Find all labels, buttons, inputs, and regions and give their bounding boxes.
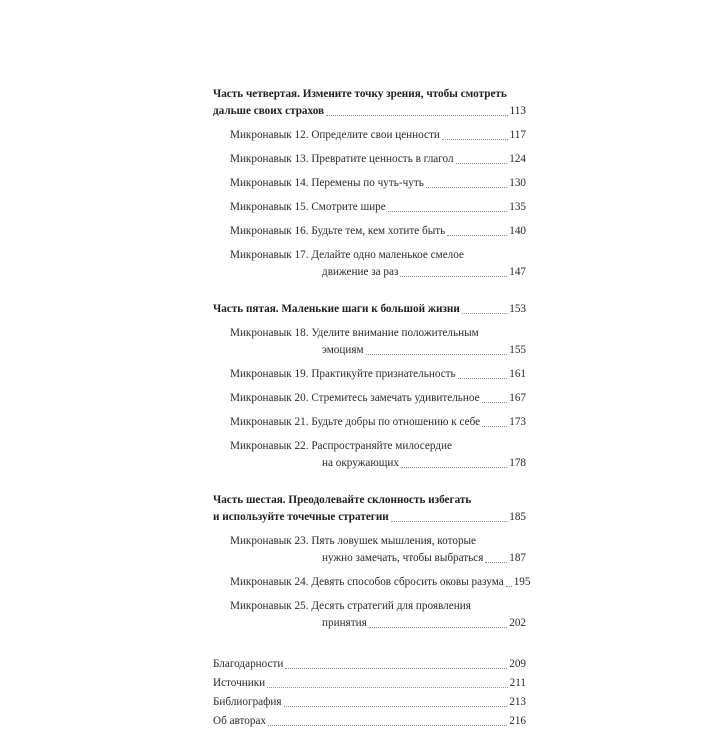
toc-entry[interactable] [230,414,526,431]
entry-title-cont: движение за раз [322,266,399,278]
table-of-contents [213,86,531,732]
toc-entry[interactable] [230,151,526,168]
dot-leader [285,668,507,669]
entry-title-cont: принятия [322,617,367,629]
entry-label: Микронавык 18. [230,327,309,339]
page-number: 140 [509,225,526,237]
entry-label: Микронавык 19. [230,368,309,380]
entry-title: Будьте добры по отношению к себе [311,416,481,428]
page-number: 202 [509,617,526,629]
entry-label: Микронавык 13. [230,153,309,165]
part-title-line1: Часть пятая. Маленькие шаги к большой жизни [213,303,460,315]
entry-title: Уделите внимание положительным [311,327,479,339]
dot-leader [456,163,508,164]
toc-entry-acknowledgments[interactable] [213,656,526,673]
toc-entry[interactable] [230,223,526,240]
entry-label: Микронавык 16. [230,225,309,237]
page-number: 113 [509,105,526,117]
entry-title: Будьте тем, кем хотите быть [311,225,446,237]
dot-leader [284,706,508,707]
toc-entry[interactable] [230,390,526,407]
page-number: 173 [509,416,526,428]
entry-label: Микронавык 12. [230,129,309,141]
toc-entry[interactable] [230,574,531,591]
back-matter [213,656,526,730]
page-number: 178 [509,457,526,469]
entry-title: Об авторах [213,715,267,727]
toc-entry[interactable] [230,175,526,192]
page-number: 216 [509,715,526,727]
entry-title-cont: нужно замечать, чтобы выбраться [322,552,484,564]
part-title-line1: Часть шестая. Преодолевайте склонность избегать [213,494,472,506]
entry-title: Библиография [213,696,282,708]
entry-label: Микронавык 25. [230,600,309,612]
dot-leader [267,687,508,688]
dot-leader [447,235,507,236]
dot-leader [369,627,507,628]
page-number: 155 [509,344,526,356]
entry-label: Микронавык 17. [230,249,309,261]
dot-leader [388,211,507,212]
entry-title: Пять ловушек мышления, которые [311,535,477,547]
page-number: 153 [509,303,526,315]
entry-label: Микронавык 22. [230,440,309,452]
dot-leader [482,402,508,403]
entry-title: Стремитесь замечать удивительное [311,392,480,404]
dot-leader [391,521,507,522]
dot-leader [401,467,507,468]
toc-entry[interactable] [230,325,526,359]
toc-part-5[interactable] [213,301,526,318]
entry-title: Источники [213,677,266,689]
entry-title-cont: эмоциям [322,344,364,356]
page-number: 187 [509,552,526,564]
entry-title: Девять способов сбросить оковы разума [311,576,504,588]
part-title-line2: и используйте точечные стратегии [213,511,389,523]
entry-label: Микронавык 20. [230,392,309,404]
entry-title: Делайте одно маленькое смелое [311,249,464,261]
toc-part-4[interactable] [213,86,526,120]
page-number: 147 [509,266,526,278]
entry-label: Микронавык 21. [230,416,309,428]
page-number: 195 [513,576,531,588]
dot-leader [482,426,507,427]
entry-title: Перемены по чуть-чуть [311,177,424,189]
entry-title: Благодарности [213,658,284,670]
page-number: 185 [509,511,526,523]
page-number: 161 [509,368,526,380]
page-number: 167 [509,392,526,404]
dot-leader [426,187,507,188]
entry-title: Превратите ценность в глагол [311,153,454,165]
page-number: 135 [509,201,526,213]
toc-entry[interactable] [230,127,526,144]
part-title-line2: дальше своих страхов [213,105,325,117]
page-number: 213 [509,696,526,708]
toc-entry[interactable] [230,199,526,216]
entry-label: Микронавык 14. [230,177,309,189]
dot-leader [506,586,512,587]
toc-entry[interactable] [230,598,526,632]
entry-label: Микронавык 23. [230,535,309,547]
toc-entry-bibliography[interactable] [213,694,526,711]
entry-title: Распространяйте милосердие [311,440,452,452]
toc-entry-sources[interactable] [213,675,526,692]
entry-title-cont: на окружающих [322,457,399,469]
dot-leader [268,725,507,726]
toc-part-6[interactable] [213,492,526,526]
entry-title: Практикуйте признательность [311,368,456,380]
entry-title: Определите свои ценности [311,129,440,141]
toc-entry-about-authors[interactable] [213,713,526,730]
toc-entry[interactable] [230,366,526,383]
page-number: 124 [509,153,526,165]
dot-leader [326,115,508,116]
page-number: 117 [509,129,526,141]
page-number: 130 [509,177,526,189]
entry-title: Десять стратегий для проявления [311,600,471,612]
toc-entry[interactable] [230,438,526,472]
dot-leader [400,276,507,277]
dot-leader [442,139,508,140]
part-title-line1: Часть четвертая. Измените точку зрения, чтобы смотреть [213,88,507,100]
dot-leader [485,562,507,563]
entry-label: Микронавык 24. [230,576,309,588]
dot-leader [462,313,507,314]
page-number: 211 [509,677,526,689]
toc-entry[interactable] [230,533,526,567]
entry-title: Смотрите шире [311,201,386,213]
page-number: 209 [509,658,526,670]
dot-leader [458,378,508,379]
dot-leader [366,354,508,355]
toc-entry[interactable] [230,247,526,281]
entry-label: Микронавык 15. [230,201,309,213]
